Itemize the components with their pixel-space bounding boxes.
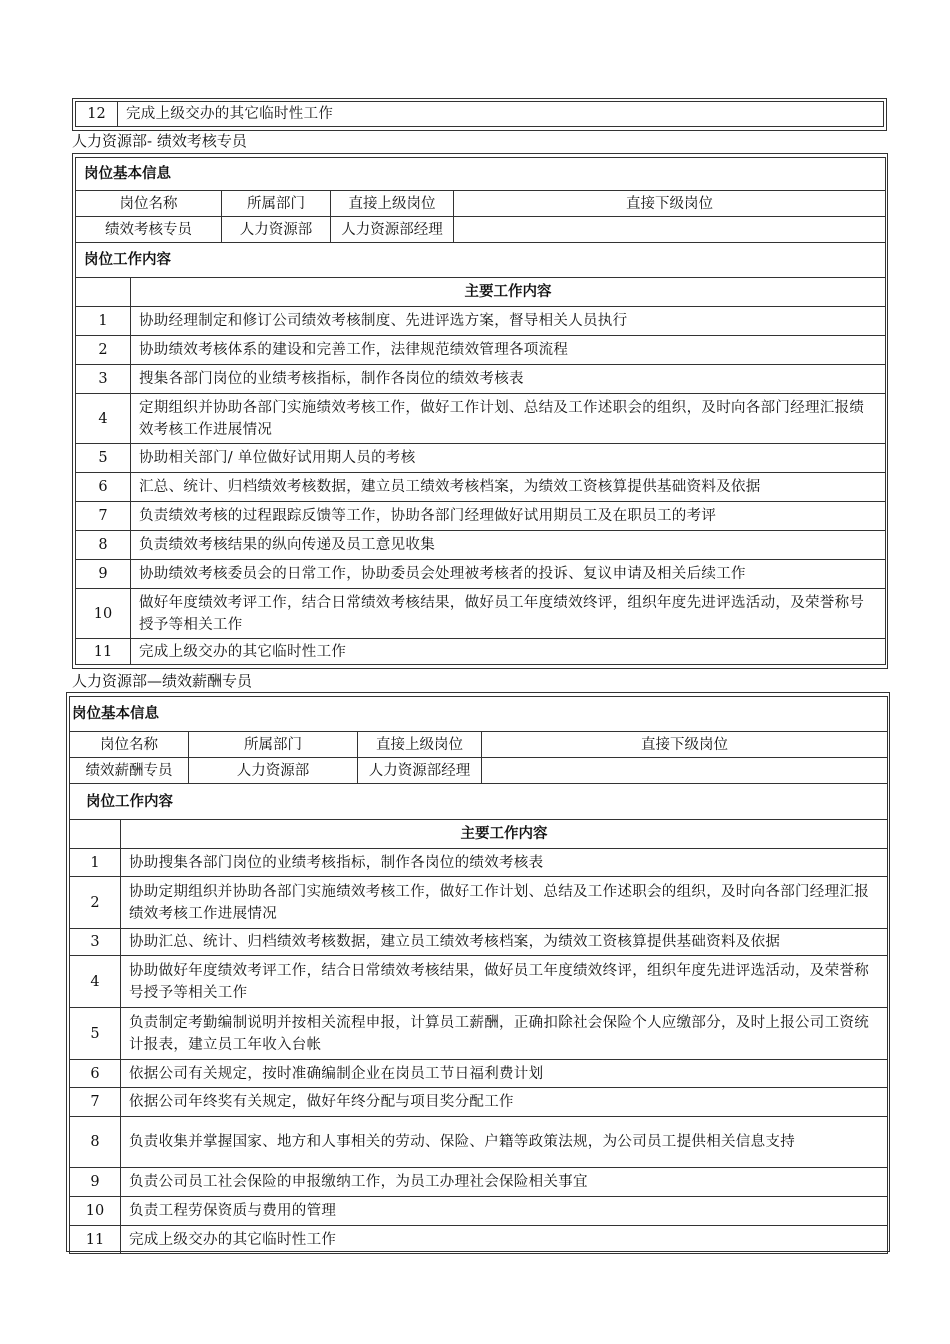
row-number: 8 [76, 531, 131, 560]
row-text: 负责收集并掌握国家、地方和人事相关的劳动、保险、户籍等政策法规，为公司员工提供相关信息支持 [121, 1117, 888, 1168]
header-subordinate: 直接下级岗位 [482, 732, 888, 758]
row-text: 协助汇总、统计、归档绩效考核数据，建立员工绩效考核档案，为绩效工资核算提供基础资料及依据 [121, 929, 888, 956]
row-number: 6 [70, 1060, 121, 1088]
row-text: 负责工程劳保资质与费用的管理 [121, 1197, 888, 1226]
row-text: 定期组织并协助各部门实施绩效考核工作，做好工作计划、总结及工作述职会的组织，及时向各部门经理汇报绩效考核工作进展情况 [131, 394, 886, 444]
section-2-table [69, 696, 888, 1254]
row-text: 负责绩效考核结果的纵向传递及员工意见收集 [131, 531, 886, 560]
row-number: 5 [76, 444, 131, 473]
blank-cell [70, 820, 121, 849]
basic-info-label: 岗位基本信息 [70, 697, 888, 732]
row-text: 完成上级交办的其它临时性工作 [121, 1226, 888, 1254]
main-content-header: 主要工作内容 [121, 820, 888, 849]
value-position-name: 绩效薪酬专员 [70, 758, 189, 784]
row-text: 协助绩效考核体系的建设和完善工作，法律规范绩效管理各项流程 [131, 336, 886, 365]
row-text: 汇总、统计、归档绩效考核数据，建立员工绩效考核档案，为绩效工资核算提供基础资料及依据 [131, 473, 886, 502]
row-number: 7 [70, 1088, 121, 1117]
row-number: 5 [70, 1008, 121, 1060]
value-subordinate [454, 217, 886, 243]
row-number: 7 [76, 502, 131, 531]
value-department: 人力资源部 [189, 758, 358, 784]
row-number: 2 [76, 336, 131, 365]
blank-cell [76, 278, 131, 307]
value-subordinate [482, 758, 888, 784]
header-position-name: 岗位名称 [70, 732, 189, 758]
row-number: 12 [76, 102, 118, 127]
row-text: 协助经理制定和修订公司绩效考核制度、先进评选方案，督导相关人员执行 [131, 307, 886, 336]
header-superior: 直接上级岗位 [331, 191, 454, 217]
header-subordinate: 直接下级岗位 [454, 191, 886, 217]
basic-info-label: 岗位基本信息 [76, 158, 886, 191]
row-number: 9 [76, 560, 131, 589]
header-department: 所属部门 [222, 191, 331, 217]
row-text: 搜集各部门岗位的业绩考核指标，制作各岗位的绩效考核表 [131, 365, 886, 394]
row-number: 11 [70, 1226, 121, 1254]
row-number: 3 [70, 929, 121, 956]
row-text: 负责制定考勤编制说明并按相关流程申报，计算员工薪酬，正确扣除社会保险个人应缴部分，及时上报公司工资统计报表，建立员工年收入台帐 [121, 1008, 888, 1060]
header-department: 所属部门 [189, 732, 358, 758]
row-number: 1 [70, 849, 121, 877]
row-number: 10 [76, 589, 131, 639]
section-1-table [75, 157, 886, 665]
row-text: 协助做好年度绩效考评工作，结合日常绩效考核结果，做好员工年度绩效终评，组织年度先进评选活动，及荣誉称号授予等相关工作 [121, 956, 888, 1008]
row-text: 负责公司员工社会保险的申报缴纳工作，为员工办理社会保险相关事宜 [121, 1168, 888, 1197]
main-content-header: 主要工作内容 [131, 278, 886, 307]
row-number: 4 [76, 394, 131, 444]
value-superior: 人力资源部经理 [331, 217, 454, 243]
row-number: 1 [76, 307, 131, 336]
row-text: 负责绩效考核的过程跟踪反馈等工作，协助各部门经理做好试用期员工及在职员工的考评 [131, 502, 886, 531]
row-number: 9 [70, 1168, 121, 1197]
row-number: 2 [70, 877, 121, 929]
content-label: 岗位工作内容 [70, 784, 888, 820]
header-superior: 直接上级岗位 [358, 732, 482, 758]
section-2-caption: 人力资源部—绩效薪酬专员 [72, 672, 253, 690]
row-text: 完成上级交办的其它临时性工作 [131, 639, 886, 665]
section-1-caption: 人力资源部- 绩效考核专员 [72, 132, 247, 150]
value-department: 人力资源部 [222, 217, 331, 243]
row-number: 11 [76, 639, 131, 665]
row-text: 完成上级交办的其它临时性工作 [118, 102, 884, 127]
header-position-name: 岗位名称 [76, 191, 222, 217]
row-number: 6 [76, 473, 131, 502]
row-text: 依据公司年终奖有关规定，做好年终分配与项目奖分配工作 [121, 1088, 888, 1117]
top-row-table [75, 101, 884, 127]
row-number: 3 [76, 365, 131, 394]
value-position-name: 绩效考核专员 [76, 217, 222, 243]
row-number: 4 [70, 956, 121, 1008]
row-text: 协助定期组织并协助各部门实施绩效考核工作，做好工作计划、总结及工作述职会的组织，及时向各部门经理汇报绩效考核工作进展情况 [121, 877, 888, 929]
row-text: 做好年度绩效考评工作，结合日常绩效考核结果，做好员工年度绩效终评，组织年度先进评选活动，及荣誉称号授予等相关工作 [131, 589, 886, 639]
row-text: 协助搜集各部门岗位的业绩考核指标，制作各岗位的绩效考核表 [121, 849, 888, 877]
value-superior: 人力资源部经理 [358, 758, 482, 784]
row-number: 10 [70, 1197, 121, 1226]
row-text: 依据公司有关规定，按时准确编制企业在岗员工节日福利费计划 [121, 1060, 888, 1088]
content-label: 岗位工作内容 [76, 243, 886, 278]
row-text: 协助绩效考核委员会的日常工作，协助委员会处理被考核者的投诉、复议申请及相关后续工作 [131, 560, 886, 589]
row-text: 协助相关部门/ 单位做好试用期人员的考核 [131, 444, 886, 473]
row-number: 8 [70, 1117, 121, 1168]
